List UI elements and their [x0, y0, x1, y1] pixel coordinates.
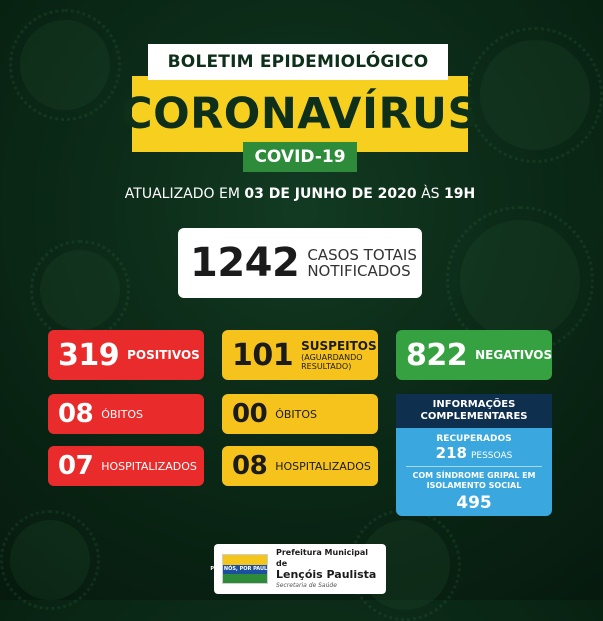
recovered-label: RECUPERADOS: [436, 434, 512, 444]
positive-deaths-label: ÓBITOS: [101, 407, 143, 421]
info-title-line1: INFORMAÇÕES: [432, 399, 516, 410]
total-label-line2: NOTIFICADOS: [307, 262, 411, 280]
isolation-line2: ISOLAMENTO SOCIAL: [426, 481, 522, 490]
positive-label: POSITIVOS: [127, 348, 200, 362]
updated-time: 19H: [444, 186, 476, 202]
positive-card: [48, 330, 204, 380]
positive-deaths-card: [48, 394, 204, 434]
suspected-sublabel-1: (AGUARDANDO: [301, 353, 363, 362]
suspected-card: [222, 330, 378, 380]
flag-text: POR NÓS, POR PAULISTA: [210, 566, 280, 572]
info-title-line2: COMPLEMENTARES: [420, 411, 528, 422]
virus-decoration: [480, 40, 590, 150]
title-boletim: BOLETIM EPIDEMIOLÓGICO: [148, 44, 448, 80]
suspected-label-group: [301, 339, 377, 371]
updated-prefix: ATUALIZADO EM: [124, 186, 245, 202]
suspected-deaths-card: [222, 394, 378, 434]
positive-deaths-value: 08: [58, 399, 94, 429]
total-cases-card: [178, 228, 422, 298]
info-divider: [406, 466, 542, 467]
suspected-deaths-value: 00: [232, 399, 268, 429]
city-flag-icon: [210, 554, 280, 584]
logo-line1: Prefeitura Municipal de: [276, 548, 368, 568]
recovered-value: 218: [435, 444, 467, 462]
isolation-label: [396, 471, 552, 491]
logo-text: [276, 547, 378, 591]
suspected-deaths-label: ÓBITOS: [275, 407, 317, 421]
updated-middle: ÀS: [416, 186, 444, 202]
logo-line3: Secretaria de Saúde: [276, 582, 337, 589]
isolation-line1: COM SÍNDROME GRIPAL EM: [412, 471, 536, 480]
updated-date: 03 DE JUNHO DE 2020: [244, 186, 417, 202]
suspected-value: 101: [232, 337, 294, 373]
suspected-hospitalized-card: [222, 446, 378, 486]
logo-line2: Lençóis Paulista: [276, 568, 377, 581]
recovered-row: [396, 444, 552, 462]
positive-hospitalized-value: 07: [58, 451, 94, 481]
positive-hospitalized-label: HOSPITALIZADOS: [101, 459, 197, 473]
negative-card: [396, 330, 552, 380]
badge-covid: COVID-19: [243, 142, 357, 172]
total-label-line1: CASOS TOTAIS: [307, 246, 417, 264]
positive-hospitalized-card: [48, 446, 204, 486]
suspected-sublabel-2: RESULTADO): [301, 362, 352, 371]
complementary-info-card: [396, 394, 552, 516]
negative-label: NEGATIVOS: [475, 348, 553, 362]
suspected-label: SUSPEITOS: [301, 339, 377, 353]
updated-line: [0, 186, 600, 202]
recovered-unit: PESSOAS: [470, 451, 513, 461]
virus-decoration: [460, 220, 580, 340]
title-coronavirus: CORONAVÍRUS: [132, 76, 468, 152]
virus-decoration: [40, 250, 120, 330]
total-cases-value: 1242: [190, 240, 300, 286]
total-cases-label: [307, 247, 417, 279]
info-title: [396, 394, 552, 428]
virus-decoration: [20, 20, 110, 110]
isolation-value: 495: [456, 493, 492, 513]
negative-value: 822: [406, 337, 468, 373]
prefeitura-logo: [210, 544, 386, 594]
positive-value: 319: [58, 337, 120, 373]
virus-decoration: [10, 520, 90, 600]
suspected-hospitalized-label: HOSPITALIZADOS: [275, 459, 371, 473]
suspected-hospitalized-value: 08: [232, 451, 268, 481]
